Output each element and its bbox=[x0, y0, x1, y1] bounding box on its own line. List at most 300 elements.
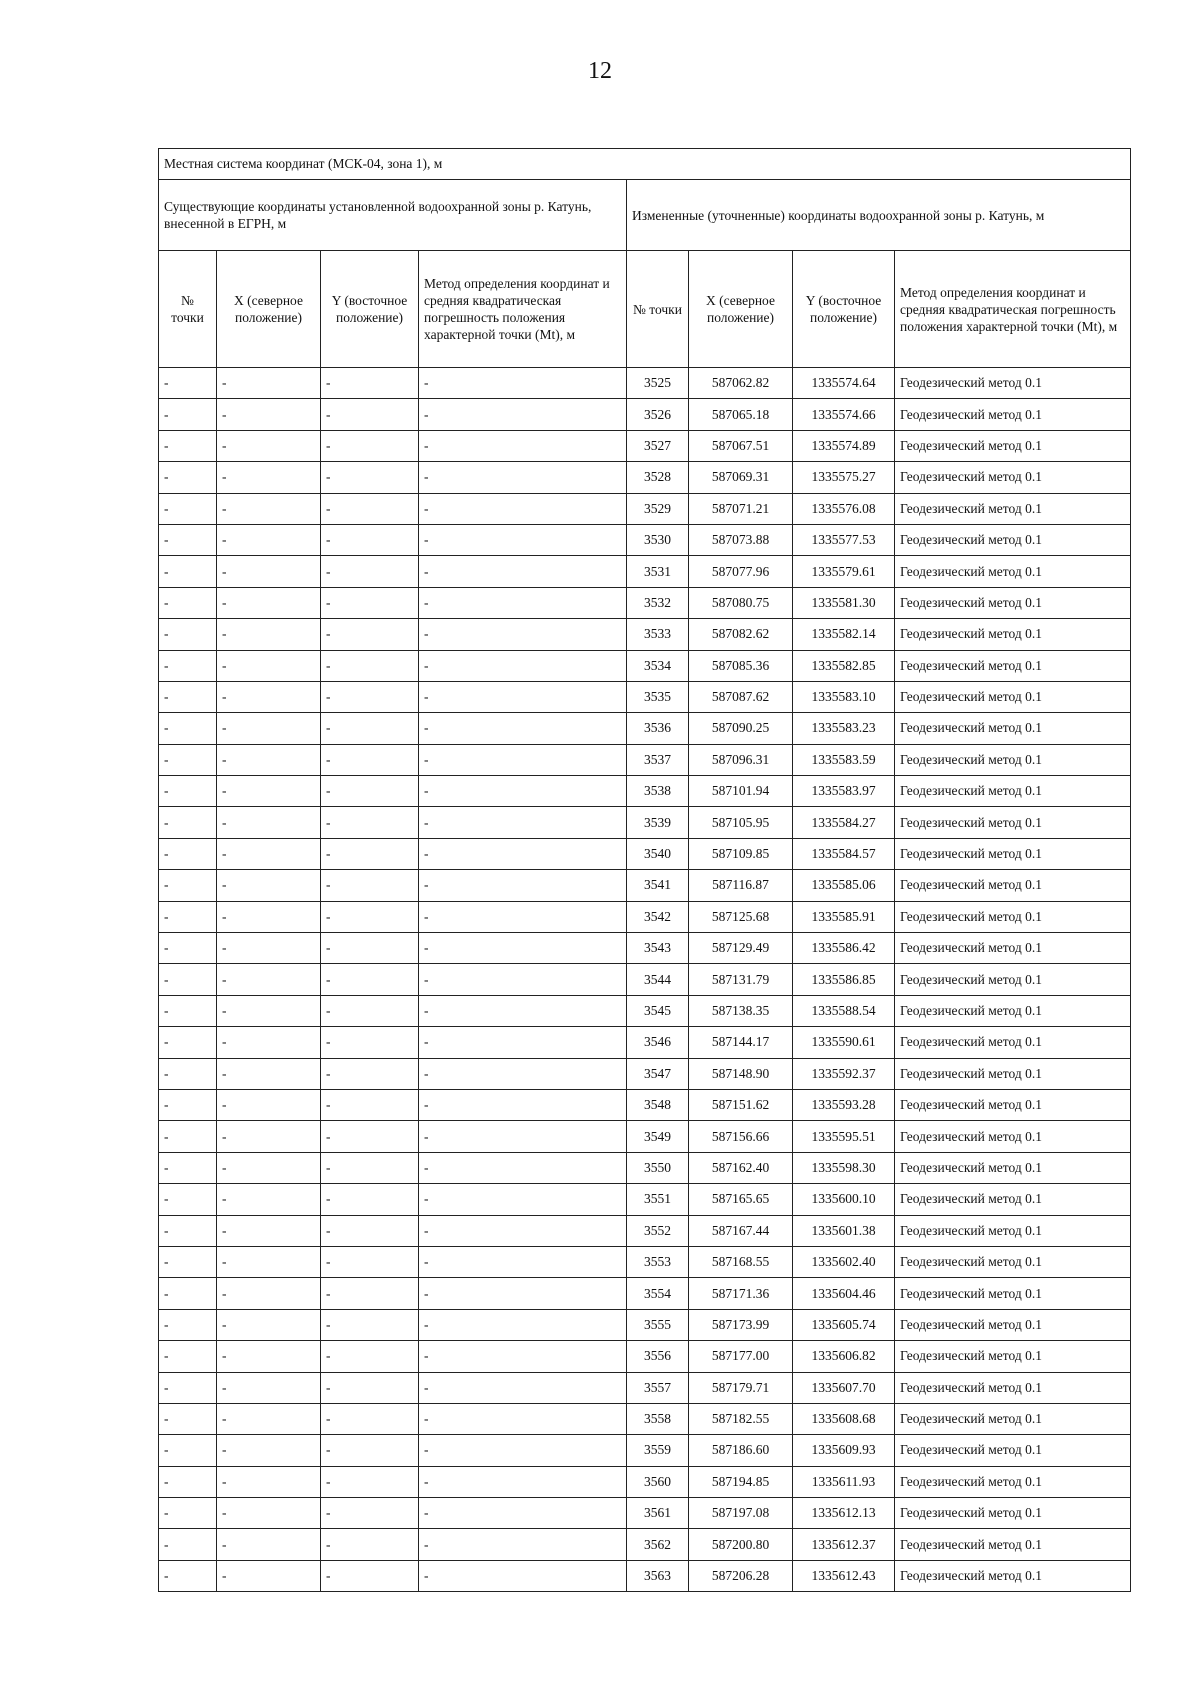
point-number-cell: 3532 bbox=[627, 587, 689, 618]
x-coordinate-cell: 587069.31 bbox=[689, 462, 793, 493]
table-row bbox=[159, 1027, 1131, 1058]
table-row bbox=[159, 1309, 1131, 1340]
x-coordinate-cell: 587080.75 bbox=[689, 587, 793, 618]
point-number-cell: 3531 bbox=[627, 556, 689, 587]
table-row bbox=[159, 1466, 1131, 1497]
existing-y-cell: - bbox=[321, 807, 419, 838]
existing-y-cell: - bbox=[321, 681, 419, 712]
existing-coords-header: Существующие координаты установленной водоохранной зоны р. Катунь, внесенной в ЕГРН, м bbox=[159, 180, 627, 251]
table-row bbox=[159, 462, 1131, 493]
y-coordinate-cell: 1335605.74 bbox=[793, 1309, 895, 1340]
x-coordinate-cell: 587165.65 bbox=[689, 1184, 793, 1215]
existing-point-cell: - bbox=[159, 838, 217, 869]
existing-point-cell: - bbox=[159, 1498, 217, 1529]
y-coordinate-cell: 1335583.10 bbox=[793, 681, 895, 712]
existing-y-cell: - bbox=[321, 995, 419, 1026]
table-row bbox=[159, 368, 1131, 399]
existing-y-cell: - bbox=[321, 713, 419, 744]
method-cell: Геодезический метод 0.1 bbox=[895, 995, 1131, 1026]
existing-point-cell: - bbox=[159, 870, 217, 901]
y-coordinate-cell: 1335574.64 bbox=[793, 368, 895, 399]
table-row bbox=[159, 807, 1131, 838]
x-coordinate-cell: 587156.66 bbox=[689, 1121, 793, 1152]
x-coordinate-cell: 587151.62 bbox=[689, 1089, 793, 1120]
existing-point-cell: - bbox=[159, 776, 217, 807]
existing-point-cell: - bbox=[159, 1246, 217, 1277]
y-coordinate-cell: 1335584.27 bbox=[793, 807, 895, 838]
existing-method-cell: - bbox=[419, 399, 627, 430]
existing-point-cell: - bbox=[159, 901, 217, 932]
table-row bbox=[159, 1152, 1131, 1183]
table-row bbox=[159, 587, 1131, 618]
existing-point-cell: - bbox=[159, 1278, 217, 1309]
point-number-cell: 3553 bbox=[627, 1246, 689, 1277]
point-number-cell: 3551 bbox=[627, 1184, 689, 1215]
x-coordinate-cell: 587138.35 bbox=[689, 995, 793, 1026]
col-header-method-changed: Метод определения координат и средняя квадратическая погрешность положения характерной точки (Mt), м bbox=[895, 251, 1131, 368]
existing-y-cell: - bbox=[321, 1152, 419, 1183]
table-row bbox=[159, 838, 1131, 869]
x-coordinate-cell: 587194.85 bbox=[689, 1466, 793, 1497]
existing-method-cell: - bbox=[419, 1403, 627, 1434]
y-coordinate-cell: 1335593.28 bbox=[793, 1089, 895, 1120]
table-row bbox=[159, 933, 1131, 964]
method-cell: Геодезический метод 0.1 bbox=[895, 1529, 1131, 1560]
y-coordinate-cell: 1335604.46 bbox=[793, 1278, 895, 1309]
point-number-cell: 3559 bbox=[627, 1435, 689, 1466]
point-number-cell: 3540 bbox=[627, 838, 689, 869]
existing-y-cell: - bbox=[321, 1498, 419, 1529]
x-coordinate-cell: 587090.25 bbox=[689, 713, 793, 744]
method-cell: Геодезический метод 0.1 bbox=[895, 1058, 1131, 1089]
x-coordinate-cell: 587197.08 bbox=[689, 1498, 793, 1529]
table-row bbox=[159, 1184, 1131, 1215]
x-coordinate-cell: 587062.82 bbox=[689, 368, 793, 399]
existing-method-cell: - bbox=[419, 776, 627, 807]
existing-y-cell: - bbox=[321, 1466, 419, 1497]
method-cell: Геодезический метод 0.1 bbox=[895, 399, 1131, 430]
point-number-cell: 3537 bbox=[627, 744, 689, 775]
existing-x-cell: - bbox=[217, 1529, 321, 1560]
existing-method-cell: - bbox=[419, 1121, 627, 1152]
method-cell: Геодезический метод 0.1 bbox=[895, 430, 1131, 461]
table-row bbox=[159, 493, 1131, 524]
table-row bbox=[159, 713, 1131, 744]
x-coordinate-cell: 587186.60 bbox=[689, 1435, 793, 1466]
existing-x-cell: - bbox=[217, 776, 321, 807]
point-number-cell: 3535 bbox=[627, 681, 689, 712]
existing-method-cell: - bbox=[419, 587, 627, 618]
y-coordinate-cell: 1335574.89 bbox=[793, 430, 895, 461]
existing-method-cell: - bbox=[419, 1027, 627, 1058]
existing-point-cell: - bbox=[159, 399, 217, 430]
x-coordinate-cell: 587071.21 bbox=[689, 493, 793, 524]
existing-x-cell: - bbox=[217, 1027, 321, 1058]
point-number-cell: 3549 bbox=[627, 1121, 689, 1152]
table-row bbox=[159, 1278, 1131, 1309]
method-cell: Геодезический метод 0.1 bbox=[895, 650, 1131, 681]
point-number-cell: 3558 bbox=[627, 1403, 689, 1434]
existing-point-cell: - bbox=[159, 1089, 217, 1120]
existing-method-cell: - bbox=[419, 1309, 627, 1340]
y-coordinate-cell: 1335600.10 bbox=[793, 1184, 895, 1215]
existing-y-cell: - bbox=[321, 1309, 419, 1340]
x-coordinate-cell: 587077.96 bbox=[689, 556, 793, 587]
x-coordinate-cell: 587096.31 bbox=[689, 744, 793, 775]
existing-y-cell: - bbox=[321, 1560, 419, 1591]
existing-point-cell: - bbox=[159, 368, 217, 399]
existing-method-cell: - bbox=[419, 807, 627, 838]
y-coordinate-cell: 1335608.68 bbox=[793, 1403, 895, 1434]
existing-x-cell: - bbox=[217, 744, 321, 775]
x-coordinate-cell: 587101.94 bbox=[689, 776, 793, 807]
existing-x-cell: - bbox=[217, 493, 321, 524]
point-number-cell: 3525 bbox=[627, 368, 689, 399]
existing-point-cell: - bbox=[159, 933, 217, 964]
existing-method-cell: - bbox=[419, 1435, 627, 1466]
existing-point-cell: - bbox=[159, 1341, 217, 1372]
existing-x-cell: - bbox=[217, 713, 321, 744]
existing-point-cell: - bbox=[159, 1466, 217, 1497]
col-header-y-changed: Y (восточное положение) bbox=[793, 251, 895, 368]
y-coordinate-cell: 1335585.91 bbox=[793, 901, 895, 932]
point-number-cell: 3554 bbox=[627, 1278, 689, 1309]
y-coordinate-cell: 1335612.43 bbox=[793, 1560, 895, 1591]
col-header-method-existing: Метод определения координат и средняя квадратическая погрешность положения характерной точки (Mt), м bbox=[419, 251, 627, 368]
existing-point-cell: - bbox=[159, 619, 217, 650]
existing-x-cell: - bbox=[217, 1435, 321, 1466]
table-row bbox=[159, 1058, 1131, 1089]
y-coordinate-cell: 1335611.93 bbox=[793, 1466, 895, 1497]
existing-x-cell: - bbox=[217, 399, 321, 430]
existing-method-cell: - bbox=[419, 368, 627, 399]
existing-y-cell: - bbox=[321, 776, 419, 807]
y-coordinate-cell: 1335612.13 bbox=[793, 1498, 895, 1529]
existing-point-cell: - bbox=[159, 1435, 217, 1466]
method-cell: Геодезический метод 0.1 bbox=[895, 1498, 1131, 1529]
x-coordinate-cell: 587125.68 bbox=[689, 901, 793, 932]
existing-y-cell: - bbox=[321, 1246, 419, 1277]
point-number-cell: 3542 bbox=[627, 901, 689, 932]
existing-point-cell: - bbox=[159, 964, 217, 995]
existing-method-cell: - bbox=[419, 1089, 627, 1120]
existing-point-cell: - bbox=[159, 650, 217, 681]
existing-point-cell: - bbox=[159, 462, 217, 493]
existing-y-cell: - bbox=[321, 870, 419, 901]
y-coordinate-cell: 1335601.38 bbox=[793, 1215, 895, 1246]
method-cell: Геодезический метод 0.1 bbox=[895, 1466, 1131, 1497]
y-coordinate-cell: 1335588.54 bbox=[793, 995, 895, 1026]
existing-x-cell: - bbox=[217, 807, 321, 838]
table-row bbox=[159, 399, 1131, 430]
existing-y-cell: - bbox=[321, 368, 419, 399]
x-coordinate-cell: 587073.88 bbox=[689, 524, 793, 555]
method-cell: Геодезический метод 0.1 bbox=[895, 619, 1131, 650]
point-number-cell: 3562 bbox=[627, 1529, 689, 1560]
table-row bbox=[159, 619, 1131, 650]
table-row bbox=[159, 1121, 1131, 1152]
method-cell: Геодезический метод 0.1 bbox=[895, 744, 1131, 775]
existing-x-cell: - bbox=[217, 1246, 321, 1277]
method-cell: Геодезический метод 0.1 bbox=[895, 1152, 1131, 1183]
existing-method-cell: - bbox=[419, 901, 627, 932]
point-number-cell: 3529 bbox=[627, 493, 689, 524]
method-cell: Геодезический метод 0.1 bbox=[895, 776, 1131, 807]
x-coordinate-cell: 587182.55 bbox=[689, 1403, 793, 1434]
method-cell: Геодезический метод 0.1 bbox=[895, 587, 1131, 618]
method-cell: Геодезический метод 0.1 bbox=[895, 1215, 1131, 1246]
existing-x-cell: - bbox=[217, 556, 321, 587]
existing-y-cell: - bbox=[321, 1278, 419, 1309]
existing-x-cell: - bbox=[217, 995, 321, 1026]
method-cell: Геодезический метод 0.1 bbox=[895, 524, 1131, 555]
table-row bbox=[159, 430, 1131, 461]
table-row bbox=[159, 1529, 1131, 1560]
table-row bbox=[159, 1435, 1131, 1466]
existing-method-cell: - bbox=[419, 493, 627, 524]
coordinates-table bbox=[158, 148, 1131, 1592]
existing-x-cell: - bbox=[217, 368, 321, 399]
existing-y-cell: - bbox=[321, 587, 419, 618]
existing-method-cell: - bbox=[419, 964, 627, 995]
existing-point-cell: - bbox=[159, 1215, 217, 1246]
existing-y-cell: - bbox=[321, 1341, 419, 1372]
method-cell: Геодезический метод 0.1 bbox=[895, 1403, 1131, 1434]
y-coordinate-cell: 1335590.61 bbox=[793, 1027, 895, 1058]
table-row bbox=[159, 1372, 1131, 1403]
method-cell: Геодезический метод 0.1 bbox=[895, 1560, 1131, 1591]
existing-method-cell: - bbox=[419, 1058, 627, 1089]
method-cell: Геодезический метод 0.1 bbox=[895, 807, 1131, 838]
existing-point-cell: - bbox=[159, 681, 217, 712]
method-cell: Геодезический метод 0.1 bbox=[895, 681, 1131, 712]
x-coordinate-cell: 587148.90 bbox=[689, 1058, 793, 1089]
y-coordinate-cell: 1335577.53 bbox=[793, 524, 895, 555]
existing-point-cell: - bbox=[159, 587, 217, 618]
existing-point-cell: - bbox=[159, 1529, 217, 1560]
y-coordinate-cell: 1335609.93 bbox=[793, 1435, 895, 1466]
point-number-cell: 3550 bbox=[627, 1152, 689, 1183]
y-coordinate-cell: 1335574.66 bbox=[793, 399, 895, 430]
x-coordinate-cell: 587144.17 bbox=[689, 1027, 793, 1058]
x-coordinate-cell: 587085.36 bbox=[689, 650, 793, 681]
existing-y-cell: - bbox=[321, 619, 419, 650]
existing-y-cell: - bbox=[321, 933, 419, 964]
table-row bbox=[159, 1403, 1131, 1434]
point-number-cell: 3561 bbox=[627, 1498, 689, 1529]
x-coordinate-cell: 587109.85 bbox=[689, 838, 793, 869]
x-coordinate-cell: 587168.55 bbox=[689, 1246, 793, 1277]
table-row bbox=[159, 1089, 1131, 1120]
existing-point-cell: - bbox=[159, 524, 217, 555]
existing-x-cell: - bbox=[217, 1341, 321, 1372]
y-coordinate-cell: 1335602.40 bbox=[793, 1246, 895, 1277]
method-cell: Геодезический метод 0.1 bbox=[895, 838, 1131, 869]
point-number-cell: 3544 bbox=[627, 964, 689, 995]
existing-x-cell: - bbox=[217, 1121, 321, 1152]
existing-method-cell: - bbox=[419, 1498, 627, 1529]
existing-x-cell: - bbox=[217, 901, 321, 932]
method-cell: Геодезический метод 0.1 bbox=[895, 493, 1131, 524]
method-cell: Геодезический метод 0.1 bbox=[895, 964, 1131, 995]
y-coordinate-cell: 1335582.85 bbox=[793, 650, 895, 681]
point-number-cell: 3526 bbox=[627, 399, 689, 430]
existing-x-cell: - bbox=[217, 430, 321, 461]
point-number-cell: 3548 bbox=[627, 1089, 689, 1120]
y-coordinate-cell: 1335584.57 bbox=[793, 838, 895, 869]
x-coordinate-cell: 587173.99 bbox=[689, 1309, 793, 1340]
y-coordinate-cell: 1335586.85 bbox=[793, 964, 895, 995]
existing-y-cell: - bbox=[321, 556, 419, 587]
x-coordinate-cell: 587200.80 bbox=[689, 1529, 793, 1560]
existing-method-cell: - bbox=[419, 713, 627, 744]
y-coordinate-cell: 1335585.06 bbox=[793, 870, 895, 901]
table-row bbox=[159, 901, 1131, 932]
existing-point-cell: - bbox=[159, 1058, 217, 1089]
existing-method-cell: - bbox=[419, 995, 627, 1026]
method-cell: Геодезический метод 0.1 bbox=[895, 1027, 1131, 1058]
existing-method-cell: - bbox=[419, 933, 627, 964]
existing-y-cell: - bbox=[321, 650, 419, 681]
x-coordinate-cell: 587177.00 bbox=[689, 1341, 793, 1372]
existing-y-cell: - bbox=[321, 1372, 419, 1403]
existing-x-cell: - bbox=[217, 524, 321, 555]
existing-point-cell: - bbox=[159, 1121, 217, 1152]
point-number-cell: 3560 bbox=[627, 1466, 689, 1497]
existing-x-cell: - bbox=[217, 462, 321, 493]
existing-x-cell: - bbox=[217, 1466, 321, 1497]
table-row bbox=[159, 524, 1131, 555]
existing-method-cell: - bbox=[419, 1560, 627, 1591]
existing-method-cell: - bbox=[419, 1152, 627, 1183]
existing-y-cell: - bbox=[321, 462, 419, 493]
method-cell: Геодезический метод 0.1 bbox=[895, 368, 1131, 399]
method-cell: Геодезический метод 0.1 bbox=[895, 1246, 1131, 1277]
x-coordinate-cell: 587129.49 bbox=[689, 933, 793, 964]
existing-method-cell: - bbox=[419, 1466, 627, 1497]
y-coordinate-cell: 1335607.70 bbox=[793, 1372, 895, 1403]
existing-point-cell: - bbox=[159, 995, 217, 1026]
existing-x-cell: - bbox=[217, 1089, 321, 1120]
y-coordinate-cell: 1335606.82 bbox=[793, 1341, 895, 1372]
existing-method-cell: - bbox=[419, 838, 627, 869]
existing-point-cell: - bbox=[159, 493, 217, 524]
existing-y-cell: - bbox=[321, 901, 419, 932]
existing-point-cell: - bbox=[159, 807, 217, 838]
existing-x-cell: - bbox=[217, 1498, 321, 1529]
existing-x-cell: - bbox=[217, 838, 321, 869]
existing-point-cell: - bbox=[159, 1403, 217, 1434]
x-coordinate-cell: 587087.62 bbox=[689, 681, 793, 712]
y-coordinate-cell: 1335575.27 bbox=[793, 462, 895, 493]
table-row bbox=[159, 681, 1131, 712]
point-number-cell: 3536 bbox=[627, 713, 689, 744]
method-cell: Геодезический метод 0.1 bbox=[895, 1089, 1131, 1120]
existing-y-cell: - bbox=[321, 493, 419, 524]
point-number-cell: 3545 bbox=[627, 995, 689, 1026]
x-coordinate-cell: 587206.28 bbox=[689, 1560, 793, 1591]
method-cell: Геодезический метод 0.1 bbox=[895, 1372, 1131, 1403]
point-number-cell: 3547 bbox=[627, 1058, 689, 1089]
x-coordinate-cell: 587162.40 bbox=[689, 1152, 793, 1183]
existing-y-cell: - bbox=[321, 399, 419, 430]
method-cell: Геодезический метод 0.1 bbox=[895, 556, 1131, 587]
point-number-cell: 3556 bbox=[627, 1341, 689, 1372]
existing-method-cell: - bbox=[419, 1529, 627, 1560]
existing-x-cell: - bbox=[217, 650, 321, 681]
x-coordinate-cell: 587167.44 bbox=[689, 1215, 793, 1246]
existing-method-cell: - bbox=[419, 556, 627, 587]
table-row bbox=[159, 744, 1131, 775]
x-coordinate-cell: 587082.62 bbox=[689, 619, 793, 650]
existing-x-cell: - bbox=[217, 1215, 321, 1246]
existing-point-cell: - bbox=[159, 430, 217, 461]
method-cell: Геодезический метод 0.1 bbox=[895, 1278, 1131, 1309]
col-header-x-changed: X (северное положение) bbox=[689, 251, 793, 368]
existing-y-cell: - bbox=[321, 1215, 419, 1246]
y-coordinate-cell: 1335581.30 bbox=[793, 587, 895, 618]
point-number-cell: 3533 bbox=[627, 619, 689, 650]
existing-x-cell: - bbox=[217, 1372, 321, 1403]
y-coordinate-cell: 1335579.61 bbox=[793, 556, 895, 587]
y-coordinate-cell: 1335592.37 bbox=[793, 1058, 895, 1089]
existing-method-cell: - bbox=[419, 619, 627, 650]
existing-x-cell: - bbox=[217, 1184, 321, 1215]
existing-method-cell: - bbox=[419, 681, 627, 712]
y-coordinate-cell: 1335583.97 bbox=[793, 776, 895, 807]
point-number-cell: 3543 bbox=[627, 933, 689, 964]
changed-coords-header: Измененные (уточненные) координаты водоохранной зоны р. Катунь, м bbox=[627, 180, 1131, 251]
col-header-point-changed: № точки bbox=[627, 251, 689, 368]
existing-point-cell: - bbox=[159, 1309, 217, 1340]
table-row bbox=[159, 870, 1131, 901]
point-number-cell: 3539 bbox=[627, 807, 689, 838]
existing-x-cell: - bbox=[217, 964, 321, 995]
table-row bbox=[159, 776, 1131, 807]
method-cell: Геодезический метод 0.1 bbox=[895, 1435, 1131, 1466]
existing-x-cell: - bbox=[217, 1278, 321, 1309]
existing-point-cell: - bbox=[159, 1152, 217, 1183]
x-coordinate-cell: 587067.51 bbox=[689, 430, 793, 461]
existing-point-cell: - bbox=[159, 744, 217, 775]
y-coordinate-cell: 1335595.51 bbox=[793, 1121, 895, 1152]
page-number: 12 bbox=[588, 58, 612, 84]
existing-x-cell: - bbox=[217, 933, 321, 964]
point-number-cell: 3555 bbox=[627, 1309, 689, 1340]
existing-y-cell: - bbox=[321, 1435, 419, 1466]
method-cell: Геодезический метод 0.1 bbox=[895, 933, 1131, 964]
y-coordinate-cell: 1335612.37 bbox=[793, 1529, 895, 1560]
table-row bbox=[159, 995, 1131, 1026]
table-row bbox=[159, 1560, 1131, 1591]
existing-y-cell: - bbox=[321, 430, 419, 461]
table-row bbox=[159, 1246, 1131, 1277]
existing-point-cell: - bbox=[159, 1184, 217, 1215]
method-cell: Геодезический метод 0.1 bbox=[895, 1184, 1131, 1215]
coordinate-system-title: Местная система координат (МСК-04, зона 1), м bbox=[159, 149, 1131, 180]
table-row bbox=[159, 1215, 1131, 1246]
existing-method-cell: - bbox=[419, 1184, 627, 1215]
existing-method-cell: - bbox=[419, 1278, 627, 1309]
col-header-y-existing: Y (восточное положение) bbox=[321, 251, 419, 368]
existing-point-cell: - bbox=[159, 1027, 217, 1058]
existing-y-cell: - bbox=[321, 964, 419, 995]
existing-point-cell: - bbox=[159, 556, 217, 587]
existing-x-cell: - bbox=[217, 1152, 321, 1183]
existing-method-cell: - bbox=[419, 1341, 627, 1372]
existing-method-cell: - bbox=[419, 870, 627, 901]
x-coordinate-cell: 587105.95 bbox=[689, 807, 793, 838]
